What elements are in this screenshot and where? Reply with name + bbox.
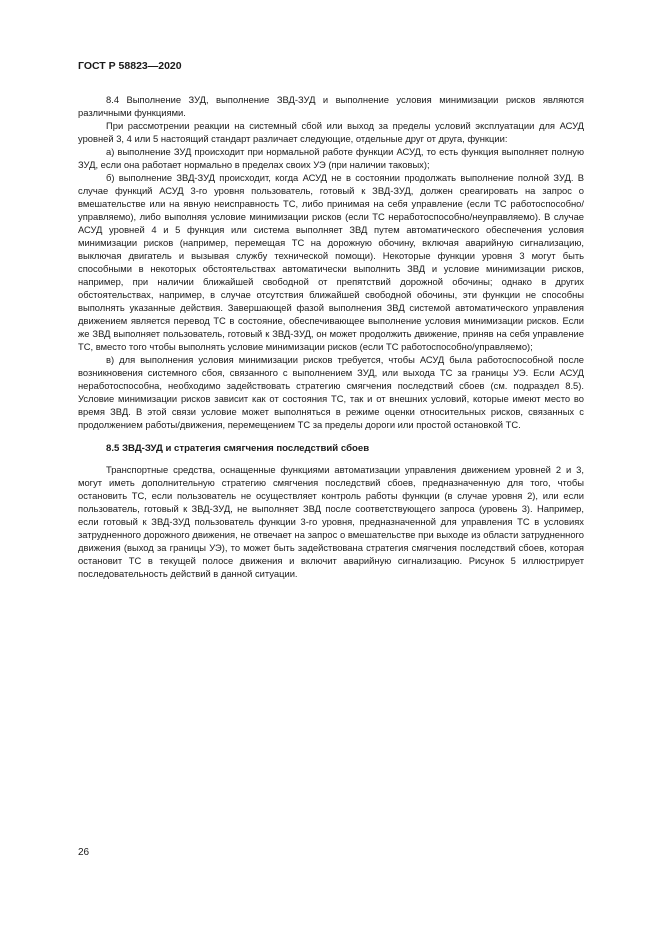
paragraph-functions-intro: При рассмотрении реакции на системный сбой или выход за пределы условий эксплуатации для АСУД уровней 3, 4 или 5 настоящий стандарт различает следующие, отдельные друг от друга, функции: bbox=[78, 120, 584, 144]
section-heading-8-5: 8.5 ЗВД-ЗУД и стратегия смягчения последствий сбоев bbox=[106, 443, 370, 454]
paragraph-8-5: Транспортные средства, оснащенные функциями автоматизации управления движением уровней 2 и 3, могут иметь дополнительную стратегию смягчения последствий сбоев, предназначенную для того, чтобы остановить ТС, если пользователь не осуществляет контроль работы функции (в случае уровня 2), или если пользователь, готовый к ЗВД-ЗУД, не выполняет ЗВД после соответствующего запроса (уровень 3). Например, если готовый к ЗВД-ЗУД пользователь функции 3-го уровня, предназначенной для управления ТС в условиях затрудненного дорожного движения, не отвечает на запрос о вмешательстве при выходе из области затрудненного движения (выход за границы УЭ), то может быть задействована стратегия смягчения последствий сбоев, которая остановит ТС в текущей полосе движения и включит аварийную сигнализацию. Рисунок 5 иллюстрирует последовательность действий в данной ситуации. bbox=[78, 464, 584, 579]
document-header: ГОСТ Р 58823—2020 bbox=[78, 60, 182, 72]
paragraph-8-4: 8.4 Выполнение ЗУД, выполнение ЗВД-ЗУД и выполнение условия минимизации рисков являются различными функциями. bbox=[78, 94, 584, 118]
list-item-b: б) выполнение ЗВД-ЗУД происходит, когда АСУД не в состоянии продолжать выполнение полной ЗУД. В случае функций АСУД 3-го уровня пользователь, готовый к ЗВД-ЗУД, должен среагировать на запрос о вмешательстве или на явную неисправность ТС, либо принимая на себя управление (если ТС работоспособно/управляемо), либо выполняя условие минимизации рисков (если ТС неработоспособно/неуправляемо). В случае АСУД уровней 4 и 5 функция или система выполняет ЗВД путем автоматического обеспечения условия минимизации рисков (например, перемещая ТС на дорожную обочину, включая аварийную сигнализацию, выключая двигатель и вызывая службу технической помощи). Некоторые функции уровня 3 могут быть способными в некоторых обстоятельствах автоматически выполнить ЗВД и условие минимизации рисков, например, при наличии ближайшей свободной от препятствий дорожной обочины; однако в других обстоятельствах, например, в случае отсутствия ближайшей свободной обочины, эти функции не способны выполнять указанные действия. Завершающей фазой выполнения ЗВД системой автоматического управления движением является перевод ТС в состояние, обеспечивающее выполнение условия минимизации рисков. Если же ЗВД выполняет пользователь, готовый к ЗВД-ЗУД, он может продолжить движение, приняв на себя управление ТС, вместо того чтобы выполнять условие минимизации рисков (если ТС работоспособно/управляемо); bbox=[78, 172, 584, 352]
list-item-a: а) выполнение ЗУД происходит при нормальной работе функции АСУД, то есть функция выполняет полную ЗУД, если она работает нормально в пределах своих УЭ (при наличии таковых); bbox=[78, 146, 584, 170]
page-content bbox=[78, 93, 584, 580]
page-number: 26 bbox=[78, 847, 90, 858]
list-item-v: в) для выполнения условия минимизации рисков требуется, чтобы АСУД была работоспособной после возникновения системного сбоя, связанного с выполнением ЗУД, или выхода ТС за границы УЭ. Если АСУД неработоспособна, необходимо задействовать стратегию смягчения последствий сбоев (см. подраздел 8.5). Условие минимизации рисков зависит как от состояния ТС, так и от внешних условий, которые имеют место во время ЗВД. В этой связи условие может выполняться в режиме оценки относительных рисков, связанных с продолжением работы/движения, перемещением ТС за пределы дороги или простой остановкой ТС. bbox=[78, 354, 584, 430]
